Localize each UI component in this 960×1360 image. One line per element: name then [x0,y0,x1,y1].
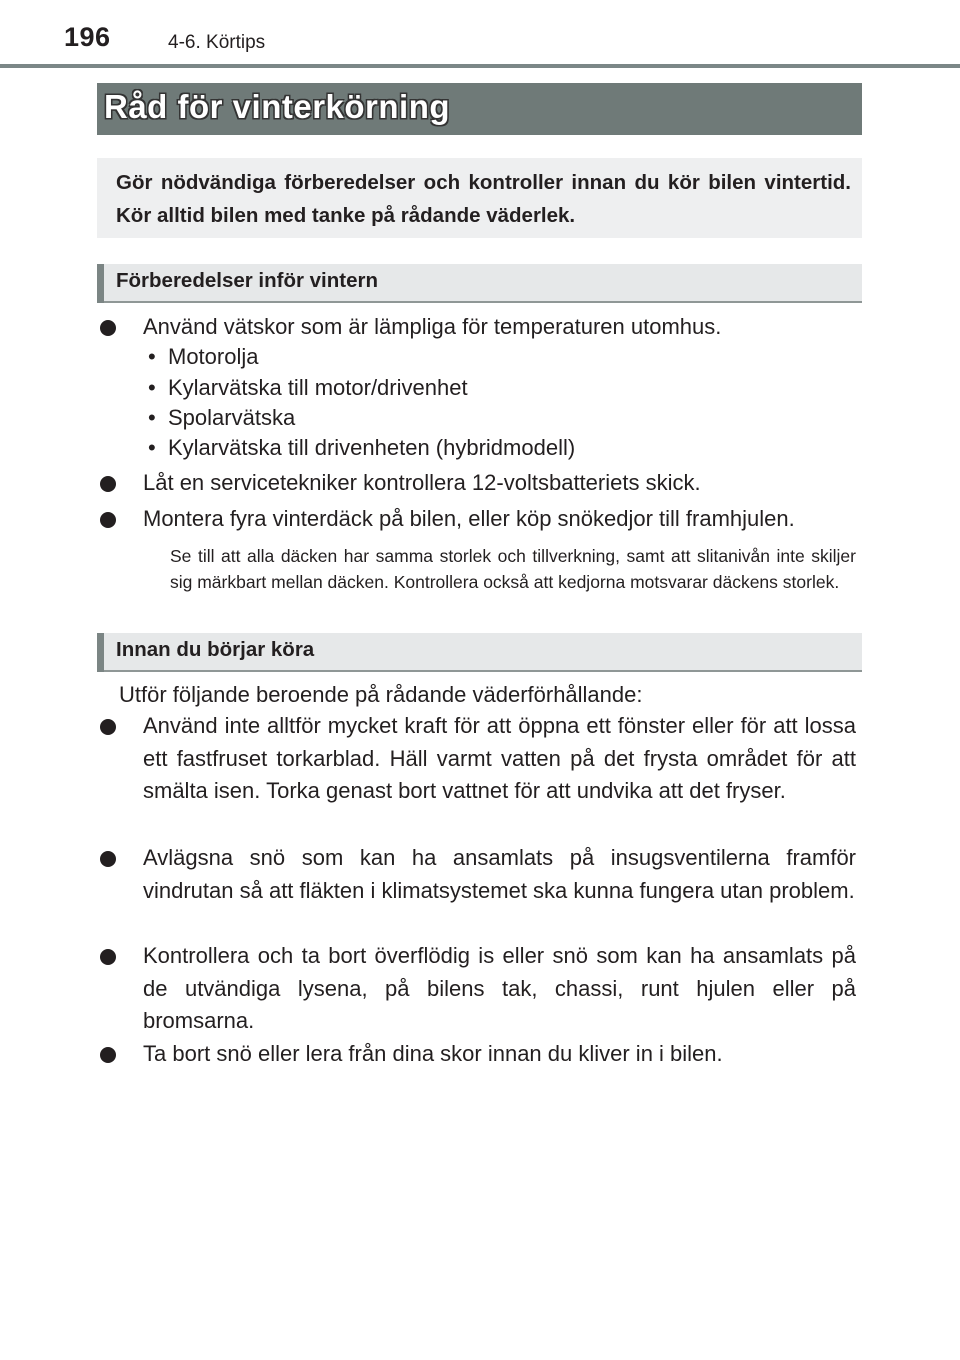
bullet-dot [100,949,116,965]
list-item-text: Ta bort snö eller lera från dina skor innan du kliver in i bilen. [143,1041,723,1066]
list-item-text: Kontrollera och ta bort överflödig is eller snö som kan ha ansamlats på de utvändiga lysena, på bilens tak, chassi, runt hjulen eller på bromsarna. [143,943,856,1033]
page-number: 196 [64,22,111,52]
bullet-dot [100,1047,116,1063]
list-item-text: Använd vätskor som är lämpliga för temperaturen utomhus. [143,314,722,339]
list-item [100,311,856,344]
list-item [100,1038,856,1071]
sub-item-text: Motorolja [168,344,259,369]
bullet-dot [100,476,116,492]
intro-text: Gör nödvändiga förberedelser och kontroller innan du kör bilen vintertid. Kör alltid bilen med tanke på rådande väderlek. [116,171,851,227]
sub-list-item: • Kylarvätska till drivenheten (hybridmodell) [148,435,576,460]
subheading-winter-prep [97,264,862,303]
sub-list-item: • Spolarvätska [148,405,296,430]
sub-item-text: Kylarvätska till drivenheten (hybridmodell) [168,435,576,460]
subheading-text: Innan du börjar köra [116,638,315,661]
bullet-dot [100,719,116,735]
subheading-text: Förberedelser inför vintern [116,269,379,292]
lead-paragraph: Utför följande beroende på rådande väderförhållande: [119,682,643,707]
sub-item-text: Spolarvätska [168,405,296,430]
list-item-text: Montera fyra vinterdäck på bilen, eller köp snökedjor till framhjulen. [143,506,795,531]
list-item-text: Låt en servicetekniker kontrollera 12-voltsbatteriets skick. [143,470,701,495]
list-item [100,710,856,808]
note-text: Se till att alla däcken har samma storlek och tillverkning, samt att slitanivån inte skiljer sig märkbart mellan däcken. Kontrollera också att kedjorna motsvarar däckens storlek. [170,546,856,592]
sub-list-item: • Kylarvätska till motor/drivenhet [148,375,468,400]
sub-item-text: Kylarvätska till motor/drivenhet [168,375,468,400]
list-item [100,940,856,1038]
sub-list-item: • Motorolja [148,344,259,369]
page-title: Råd för vinterkörning [104,88,451,125]
section-label: 4-6. Körtips [168,32,266,53]
header-rule [0,64,960,68]
list-item-text: Använd inte alltför mycket kraft för att öppna ett fönster eller för att lossa ett fastfruset torkarblad. Häll varmt vatten på det frysta området för att smälta isen. Torka genast bort vattnet för att undvika att det fryser. [143,713,856,803]
list-item [100,467,856,500]
bullet-dot [100,512,116,528]
list-item [100,503,856,536]
list-item-text: Avlägsna snö som kan ha ansamlats på insugsventilerna framför vindrutan så att fläkten i klimatsystemet ska kunna fungera utan problem. [143,845,856,903]
list-item [100,842,856,907]
bullet-dot [100,320,116,336]
page-header [0,0,960,68]
subheading-before-driving [97,633,862,672]
bullet-dot [100,851,116,867]
